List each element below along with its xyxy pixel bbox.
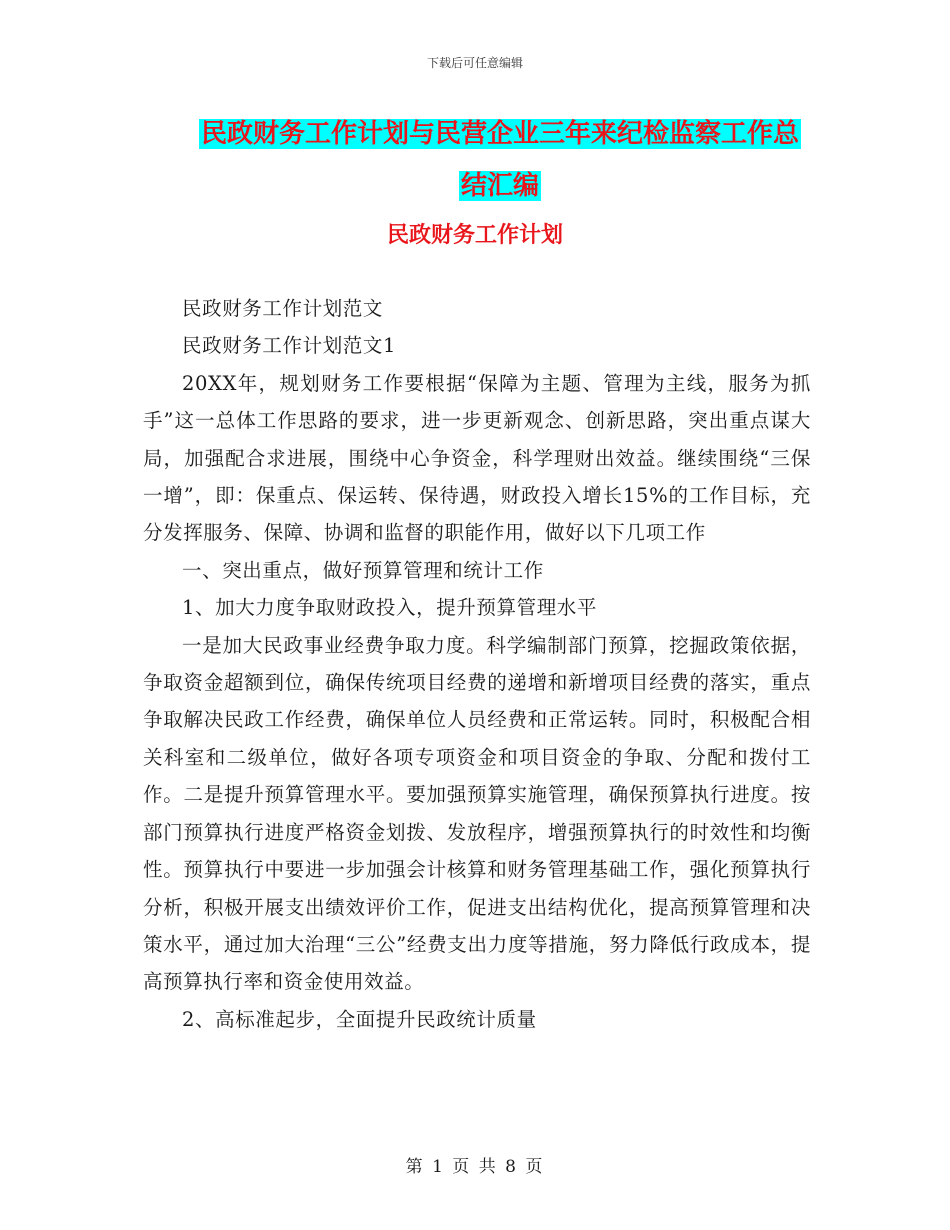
paragraph: 民政财务工作计划范文: [182, 297, 384, 320]
paragraph: 20XX年，规划财务工作要根据“保障为主题、管理为主线，服务为抓手”这一总体工作思路的要求，进一步更新观念、创新思路，突出重点谋大局，加强配合求进展，围绕中心争资金，科学理财出效益。继续围绕“三保一增”，即：保重点、保运转、保待遇，财政投入增长15%的工作目标，充分发挥服务、保障、协调和监督的职能作用，做好以下几项工作: [143, 371, 811, 545]
document-body: [143, 290, 811, 1038]
section-heading: 民政财务工作计划: [386, 223, 563, 248]
page-footer: 第 1 页 共 8 页: [405, 1157, 545, 1177]
paragraph: 一、突出重点，做好预算管理和统计工作: [182, 558, 544, 582]
paragraph: 民政财务工作计划范文1: [182, 334, 397, 358]
document-title-line-1: 民政财务工作计划与民营企业三年来纪检监察工作总: [200, 119, 799, 149]
paragraph: 一是加大民政事业经费争取力度。科学编制部门预算，挖掘政策依据，争取资金超额到位，确保传统项目经费的递增和新增项目经费的落实，重点争取解决民政工作经费，确保单位人员经费和正常运转。同时，积极配合相关科室和二级单位，做好各项专项资金和项目资金的争取、分配和拨付工作。二是提升预算管理水平。要加强预算实施管理，确保预算执行进度。按部门预算执行进度严格资金划拨、发放程序，增强预算执行的时效性和均衡性。预算执行中要进一步加强会计核算和财务管理基础工作，强化预算执行分析，积极开展支出绩效评价工作，促进支出结构优化，提高预算管理和决策水平，通过加大治理“三公”经费支出力度等措施，努力降低行政成本，提高预算执行率和资金使用效益。: [143, 633, 811, 994]
paragraph: 1、加大力度争取财政投入，提升预算管理水平: [182, 596, 598, 620]
header-note: 下载后可任意编辑: [426, 56, 523, 70]
paragraph: 2、高标准起步，全面提升民政统计质量: [182, 1007, 537, 1031]
document-title: [190, 108, 810, 212]
document-title-line-2: 结汇编: [460, 171, 539, 201]
